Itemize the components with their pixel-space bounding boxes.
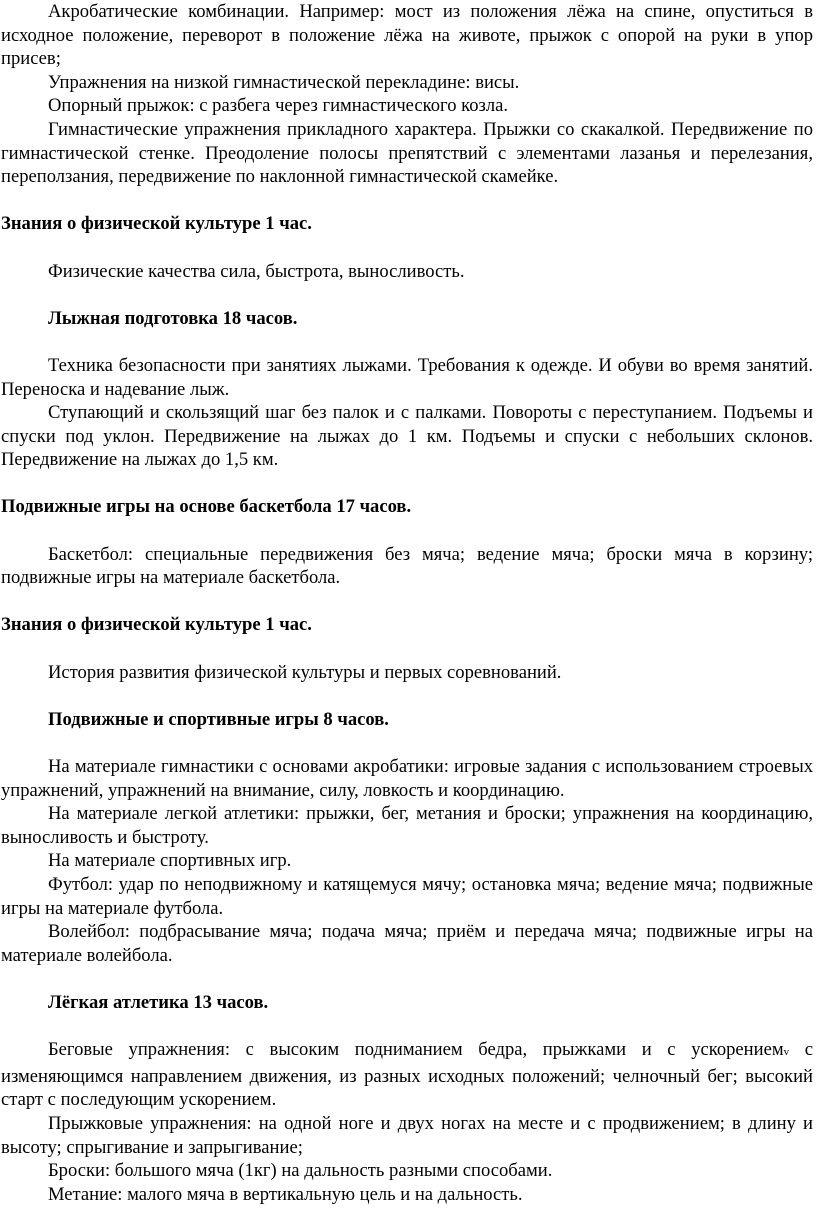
paragraph-sport-games-material: На материале спортивных игр.: [48, 850, 292, 872]
running-text-a: Беговые упражнения: с высоким подниманием бедра, прыжками и с ускорением: [48, 1039, 784, 1061]
heading-basketball-games: Подвижные игры на основе баскетбола 17 часов.: [1, 496, 412, 518]
paragraph-vault: Опорный прыжок: с разбега через гимнастического козла.: [48, 95, 509, 117]
heading-ski-training: Лыжная подготовка 18 часов.: [48, 307, 298, 329]
heading-knowledge-1: Знания о физической культуре 1 час.: [1, 213, 312, 235]
running-subscript: v: [783, 1046, 790, 1059]
paragraph-running: [1, 1038, 813, 1112]
paragraph-jumping: Прыжковые упражнения: на одной ноге и двух ногах на месте и с продвижением; в длину и высоту; спрыгивание и запрыгивание;: [1, 1112, 813, 1158]
running-text-b: с изменяющимся направлением движения, из разных исходных положений; челночный бег; высокий старт с последующим ускорением.: [1, 1039, 813, 1111]
paragraph-basketball: Баскетбол: специальные передвижения без мяча; ведение мяча; броски мяча в корзину; подвижные игры на материале баскетбола.: [1, 543, 813, 589]
heading-sport-games: Подвижные и спортивные игры 8 часов.: [48, 708, 389, 730]
paragraph-gymnastics-material: На материале гимнастики с основами акробатики: игровые задания с использованием строевых упражнений, упражнений на внимание, силу, ловкость и координацию.: [1, 756, 813, 801]
paragraph-acrobatics: Акробатические комбинации. Например: мост из положения лёжа на спине, опуститься в исходное положение, переворот в положение лёжа на животе, прыжок с опорой на руки в упор присев;: [1, 1, 813, 70]
paragraph-football: Футбол: удар по неподвижному и катящемуся мячу; остановка мяча; ведение мяча; подвижные игры на материале футбола.: [1, 873, 813, 919]
paragraph-ski-safety: Техника безопасности при занятиях лыжами. Требования к одежде. И обуви во время занятий. Переноска и надевание лыж.: [1, 354, 813, 400]
heading-athletics: Лёгкая атлетика 13 часов.: [48, 991, 269, 1013]
paragraph-bar: Упражнения на низкой гимнастической перекладине: висы.: [48, 71, 520, 93]
paragraph-history: История развития физической культуры и первых соревнований.: [48, 661, 562, 683]
paragraph-ski-steps: Ступающий и скользящий шаг без палок и с палками. Повороты с переступанием. Подъемы и спуски под уклон. Передвижение на лыжах до 1 км. Подъемы и спуски с небольших склонов. Передвижение на лыжах до 1,5 км.: [1, 402, 813, 471]
paragraph-applied-gymnastics: Гимнастические упражнения прикладного характера. Прыжки со скакалкой. Передвижение по гимнастической стенке. Преодоление полосы препятствий с элементами лазанья и перелезания, переползания, передвижение по наклонной гимнастической скамейке.: [1, 118, 813, 188]
paragraph-physical-qualities: Физические качества сила, быстрота, выносливость.: [48, 260, 465, 282]
heading-knowledge-2: Знания о физической культуре 1 час.: [1, 614, 312, 636]
paragraph-volleyball: Волейбол: подбрасывание мяча; подача мяча; приём и передача мяча; подвижные игры на материале волейбола.: [1, 921, 813, 966]
paragraph-athletics-material: На материале легкой атлетики: прыжки, бег, метания и броски; упражнения на координацию, выносливость и быстроту.: [1, 803, 813, 848]
paragraph-throws: Броски: большого мяча (1кг) на дальность разными способами.: [48, 1160, 553, 1182]
paragraph-small-ball: Метание: малого мяча в вертикальную цель и на дальность.: [48, 1183, 523, 1205]
